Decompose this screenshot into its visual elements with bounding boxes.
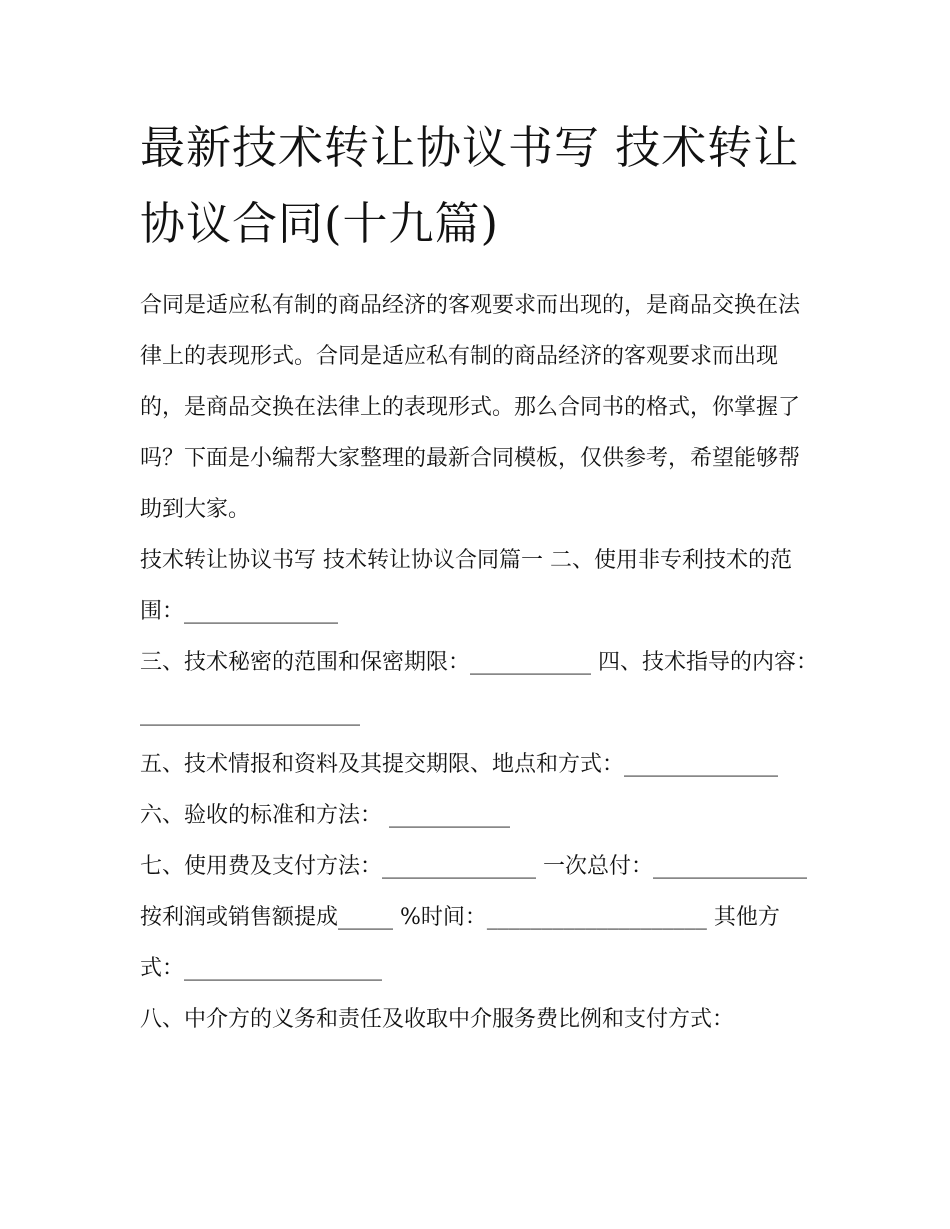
clause-three-four-paragraph: 三、技术秘密的范围和保密期限：___________ 四、技术指导的内容：____________________ <box>140 650 818 726</box>
intro-paragraph: 合同是适应私有制的商品经济的客观要求而出现的，是商品交换在法律上的表现形式。合同是适应私有制的商品经济的客观要求而出现的，是商品交换在法律上的表现形式。那么合同书的格式，你掌握了吗？下面是小编帮大家整理的最新合同模板，仅供参考，希望能够帮助到大家。 <box>140 293 801 522</box>
clause-eight-paragraph: 八、中介方的义务和责任及收取中介服务费比例和支付方式： <box>140 1007 735 1032</box>
clause-two-paragraph: 技术转让协议书写 技术转让协议合同篇一 二、使用非专利技术的范围：______________ <box>140 548 792 624</box>
clause-five-six-paragraph: 五、技术情报和资料及其提交期限、地点和方式：______________ 六、验收的标准和方法： ___________ <box>140 752 779 828</box>
clause-seven-paragraph: 七、使用费及支付方法：______________ 一次总付：______________ 按利润或销售额提成_____ %时间：____________________ 其他方式：__________________ <box>140 854 807 981</box>
document-title: 最新技术转让协议书写 技术转让协议合同(十九篇) <box>140 121 800 250</box>
document-page <box>140 110 820 1045</box>
